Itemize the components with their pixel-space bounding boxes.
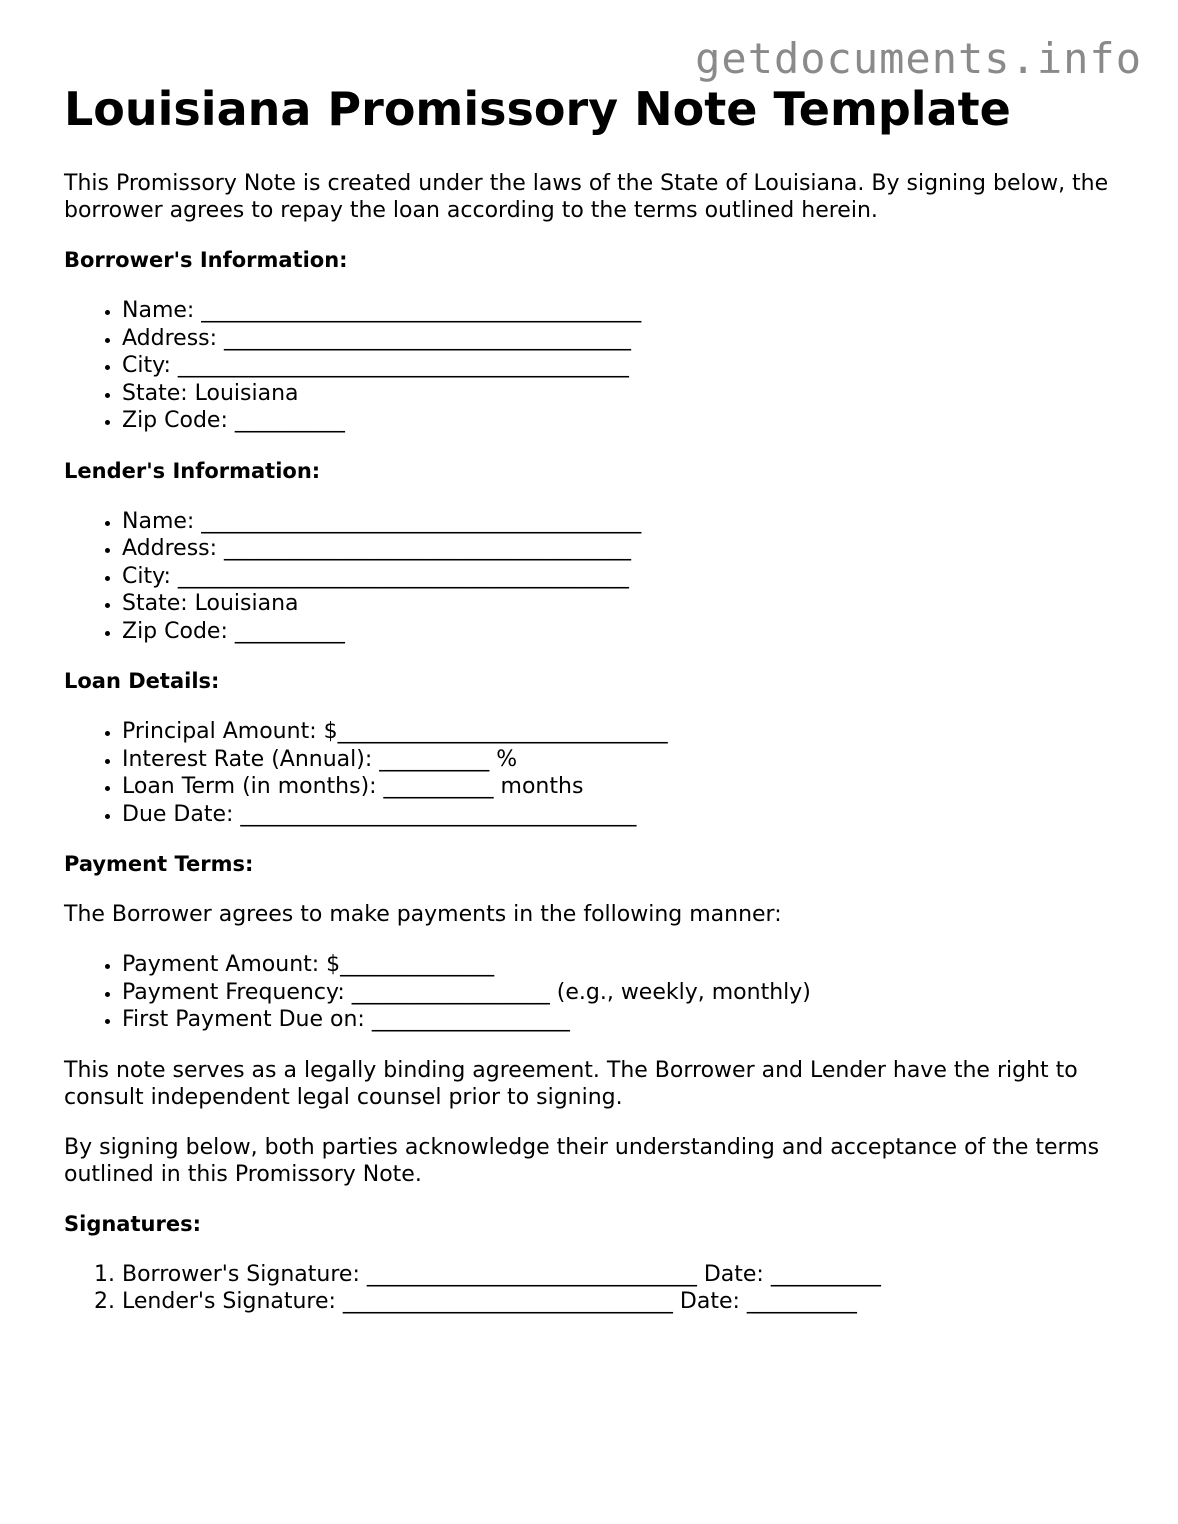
payment-frequency-field[interactable]: • Payment Frequency: __________________ (e.g., weekly, monthly) <box>122 979 1124 1007</box>
payment-terms-intro: The Borrower agrees to make payments in the following manner: <box>64 902 782 928</box>
borrower-state: • State: Louisiana <box>122 380 1124 408</box>
interest-rate-field[interactable]: • Interest Rate (Annual): __________ % <box>122 746 1124 774</box>
page-title: Louisiana Promissory Note Template <box>64 82 1011 136</box>
borrower-name-field[interactable]: • Name: ________________________________________ <box>122 297 1124 325</box>
loan-term-field[interactable]: • Loan Term (in months): __________ months <box>122 773 1124 801</box>
lender-info-list <box>64 508 1124 646</box>
intro-paragraph: This Promissory Note is created under the laws of the State of Louisiana. By signing below, the borrower agrees to repay the loan according to the terms outlined herein. <box>64 171 1109 224</box>
payment-terms-heading: Payment Terms: <box>64 852 254 877</box>
lender-name-field[interactable]: • Name: ________________________________________ <box>122 508 1124 536</box>
due-date-field[interactable]: • Due Date: ____________________________________ <box>122 801 1124 829</box>
borrower-info-list <box>64 297 1124 435</box>
lender-address-field[interactable]: • Address: _____________________________________ <box>122 535 1124 563</box>
borrower-signature-field[interactable]: 1. Borrower's Signature: ______________________________ Date: __________ <box>122 1261 1124 1289</box>
signatures-heading: Signatures: <box>64 1211 201 1236</box>
lender-heading: Lender's Information: <box>64 458 321 483</box>
principal-amount-field[interactable]: • Principal Amount: $______________________________ <box>122 718 1124 746</box>
acknowledgement-paragraph: By signing below, both parties acknowledge their understanding and acceptance of the terms outlined in this Promissory Note. <box>64 1134 1100 1187</box>
lender-state: • State: Louisiana <box>122 590 1124 618</box>
first-payment-due-field[interactable]: • First Payment Due on: __________________ <box>122 1006 1124 1034</box>
legal-note-paragraph: This note serves as a legally binding agreement. The Borrower and Lender have the right to consult independent legal counsel prior to signing. <box>64 1057 1078 1110</box>
lender-city-field[interactable]: • City: _________________________________________ <box>122 563 1124 591</box>
lender-signature-field[interactable]: 2. Lender's Signature: ______________________________ Date: __________ <box>122 1288 1124 1316</box>
borrower-zip-field[interactable]: • Zip Code: __________ <box>122 407 1124 435</box>
borrower-address-field[interactable]: • Address: _____________________________________ <box>122 325 1124 353</box>
signatures-list <box>64 1261 1124 1316</box>
loan-details-heading: Loan Details: <box>64 669 220 694</box>
watermark-text: getdocuments.info <box>695 34 1142 83</box>
borrower-city-field[interactable]: • City: _________________________________________ <box>122 352 1124 380</box>
borrower-heading: Borrower's Information: <box>64 248 348 273</box>
lender-zip-field[interactable]: • Zip Code: __________ <box>122 618 1124 646</box>
loan-details-list <box>64 718 1124 828</box>
payment-amount-field[interactable]: • Payment Amount: $______________ <box>122 951 1124 979</box>
document-page <box>64 82 1124 1339</box>
payment-terms-list <box>64 951 1124 1034</box>
